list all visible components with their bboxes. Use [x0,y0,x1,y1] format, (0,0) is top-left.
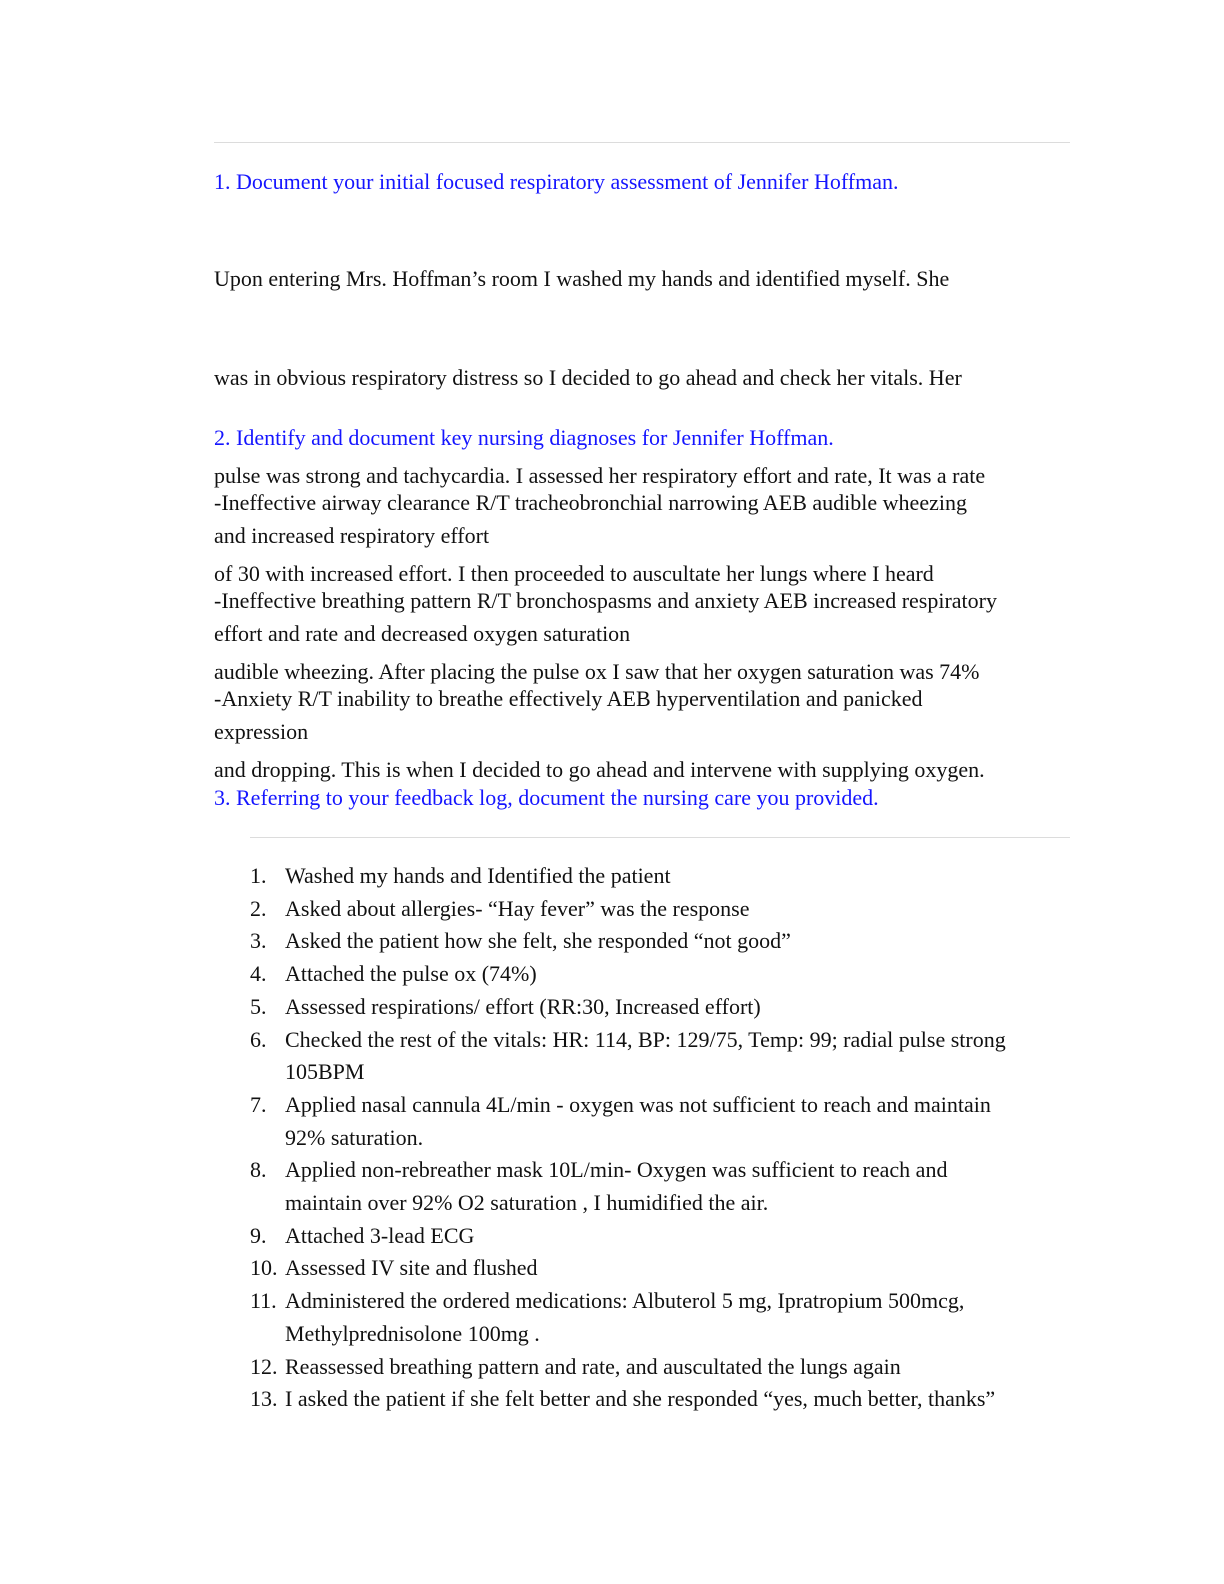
list-item-number: 5. [250,993,267,1019]
assessment-line: audible wheezing. After placing the pulse ox I saw that her oxygen saturation was 74% [214,658,980,684]
list-item-text: Applied nasal cannula 4L/min - oxygen was not sufficient to reach and maintain [285,1091,991,1117]
list-item [250,1024,1080,1089]
nursing-care-list [250,860,1080,1416]
assessment-line: Upon entering Mrs. Hoffman’s room I washed my hands and identified myself. She [214,266,950,292]
list-item [250,925,1080,958]
list-item [250,958,1080,991]
list-item-text: Washed my hands and Identified the patient [285,863,671,888]
diagnosis-line: effort and rate and decreased oxygen saturation [214,620,631,646]
question-1-heading: 1. Document your initial focused respiratory assessment of Jennifer Hoffman. [214,169,899,194]
list-item [250,1154,1080,1219]
diagnosis-line: expression [214,718,309,744]
list-item-text: 105BPM [285,1059,365,1085]
top-divider [214,142,1070,143]
list-item-text: Assessed respirations/ effort (RR:30, Increased effort) [285,993,761,1019]
list-item-number: 1. [250,863,267,888]
list-item [250,1089,1080,1154]
list-item-text: Applied non-rebreather mask 10L/min- Oxygen was sufficient to reach and [285,1157,948,1183]
list-item-number: 6. [250,1026,267,1052]
assessment-line: and dropping. This is when I decided to go ahead and intervene with supplying oxygen. [214,756,985,782]
list-item [250,1252,1080,1285]
diagnosis-airway-clearance [214,487,967,552]
question-3-heading: 3. Referring to your feedback log, document the nursing care you provided. [214,785,879,810]
list-item-number: 13. [250,1386,278,1412]
list-item-number: 7. [250,1091,267,1117]
list-item-text: Assessed IV site and flushed [285,1255,538,1281]
diagnosis-line: and increased respiratory effort [214,522,490,548]
list-item-number: 11. [250,1288,277,1314]
diagnosis-anxiety [214,683,923,748]
list-item-number: 2. [250,895,267,921]
assessment-line: of 30 with increased effort. I then proceeded to auscultate her lungs where I heard [214,560,934,586]
list-item-number: 3. [250,928,267,954]
diagnosis-breathing-pattern [214,585,997,650]
list-divider [250,837,1070,838]
list-item-text: 92% saturation. [285,1124,424,1150]
list-item-number: 12. [250,1353,278,1379]
list-item [250,1285,1080,1350]
assessment-line: pulse was strong and tachycardia. I assessed her respiratory effort and rate, It was a rate [214,462,986,488]
diagnosis-line: -Ineffective breathing pattern R/T bronchospasms and anxiety AEB increased respiratory [214,588,997,613]
list-item-text: I asked the patient if she felt better and she responded “yes, much better, thanks” [285,1386,996,1412]
diagnosis-line: -Anxiety R/T inability to breathe effectively AEB hyperventilation and panicked [214,686,923,711]
list-item [250,860,1080,893]
list-item [250,893,1080,926]
list-item-number: 4. [250,961,267,987]
list-item-text: Reassessed breathing pattern and rate, and auscultated the lungs again [285,1353,901,1379]
diagnosis-line: -Ineffective airway clearance R/T tracheobronchial narrowing AEB audible wheezing [214,490,967,515]
list-item-text: maintain over 92% O2 saturation , I humidified the air. [285,1190,769,1216]
list-item-number: 8. [250,1157,267,1183]
list-item-text: Attached the pulse ox (74%) [285,961,537,987]
list-item-text: Asked the patient how she felt, she responded “not good” [285,928,791,954]
list-item-text: Attached 3-lead ECG [285,1222,475,1248]
list-item-text: Methylprednisolone 100mg . [285,1320,540,1346]
list-item [250,1351,1080,1384]
list-item-text: Checked the rest of the vitals: HR: 114, BP: 129/75, Temp: 99; radial pulse strong [285,1026,1006,1052]
question-2-heading: 2. Identify and document key nursing diagnoses for Jennifer Hoffman. [214,425,834,450]
list-item [250,991,1080,1024]
list-item-number: 9. [250,1222,267,1248]
list-item-number: 10. [250,1255,278,1281]
assessment-line: was in obvious respiratory distress so I decided to go ahead and check her vitals. Her [214,364,962,390]
list-item [250,1383,1080,1416]
list-item [250,1220,1080,1253]
list-item-text: Asked about allergies- “Hay fever” was the response [285,895,750,921]
list-item-text: Administered the ordered medications: Albuterol 5 mg, Ipratropium 500mcg, [285,1288,965,1314]
